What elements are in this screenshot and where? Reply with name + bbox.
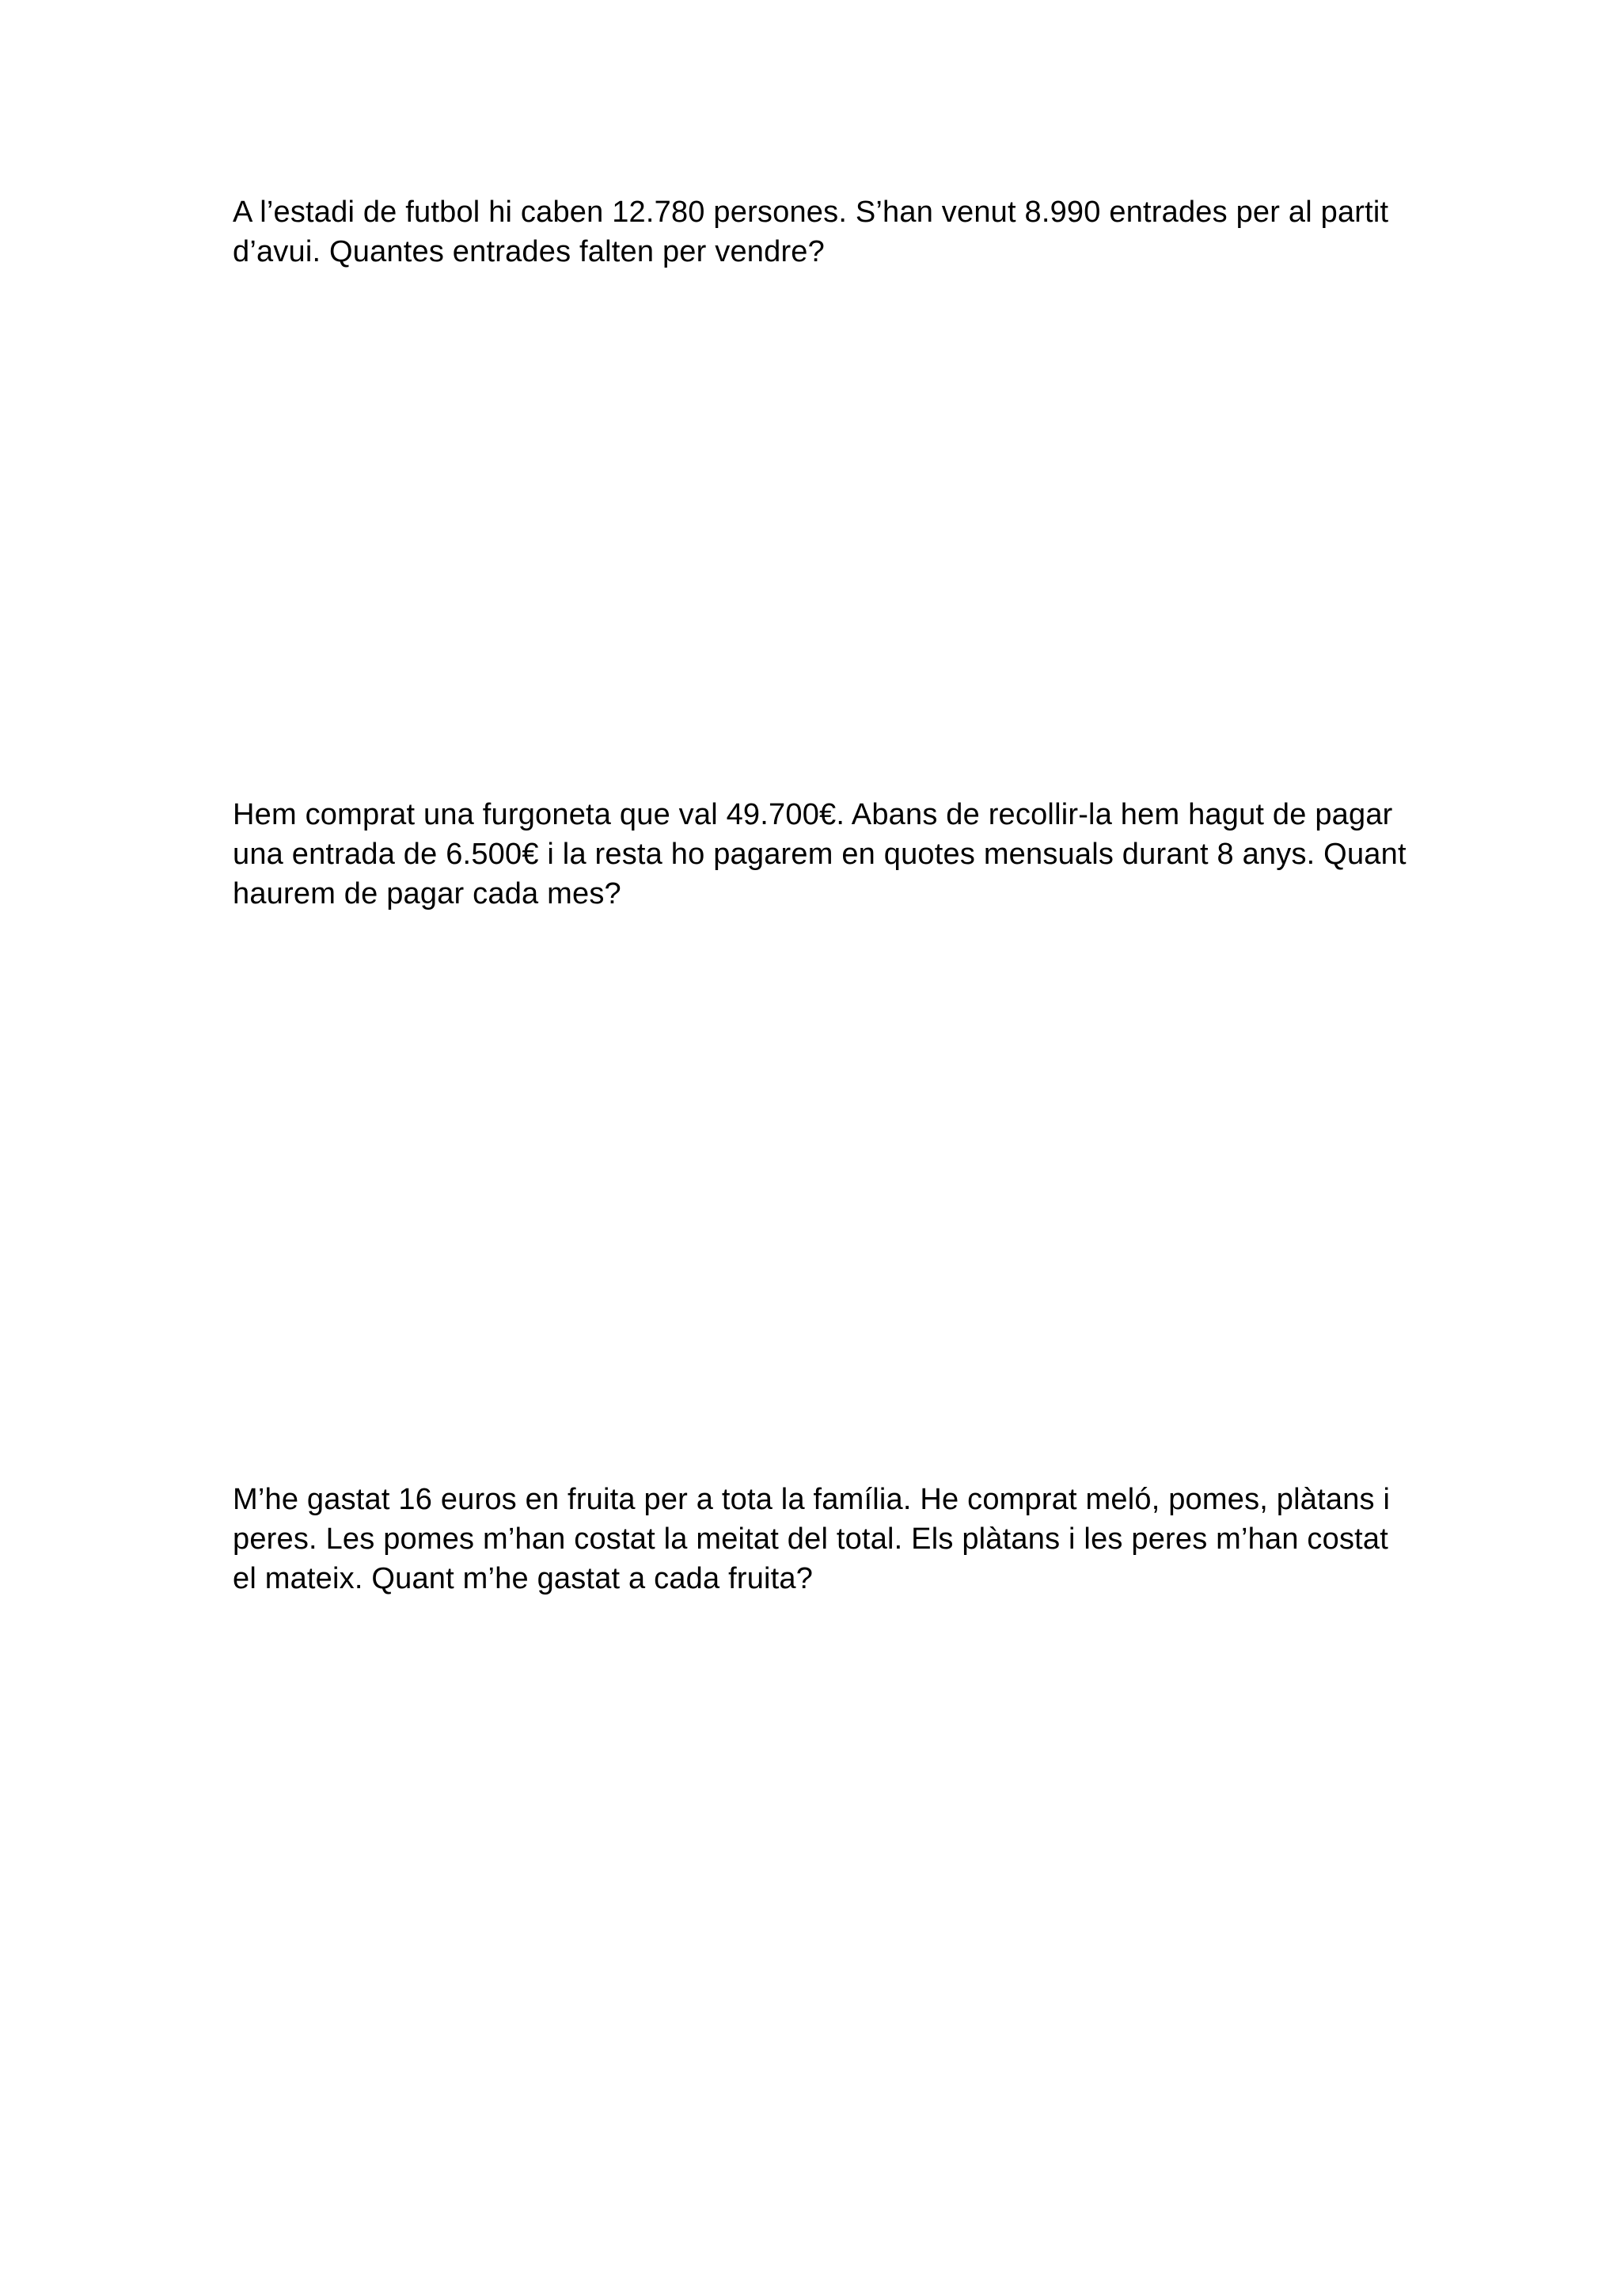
problem-2-text	[233, 795, 1407, 914]
problem-3-line-3: el mateix. Quant m’he gastat a cada fruita?	[233, 1562, 814, 1595]
problem-3-line-2: peres. Les pomes m’han costat la meitat del total. Els plàtans i les peres m’han costat	[233, 1522, 1389, 1556]
problem-1-line-2: d’avui. Quantes entrades falten per vendre?	[233, 235, 825, 268]
problem-3-text	[233, 1480, 1391, 1598]
problem-1-text	[233, 192, 1388, 272]
problem-3-line-1: M’he gastat 16 euros en fruita per a tota la família. He comprat meló, pomes, plàtans i	[233, 1483, 1391, 1516]
problem-2-line-3: haurem de pagar cada mes?	[233, 877, 621, 910]
problem-2-line-1: Hem comprat una furgoneta que val 49.700€. Abans de recollir-la hem hagut de pagar	[233, 798, 1393, 831]
problem-1-line-1: A l’estadi de futbol hi caben 12.780 persones. S’han venut 8.990 entrades per al partit	[233, 196, 1389, 229]
problem-2-line-2: una entrada de 6.500€ i la resta ho pagarem en quotes mensuals durant 8 anys. Quant	[233, 838, 1407, 871]
